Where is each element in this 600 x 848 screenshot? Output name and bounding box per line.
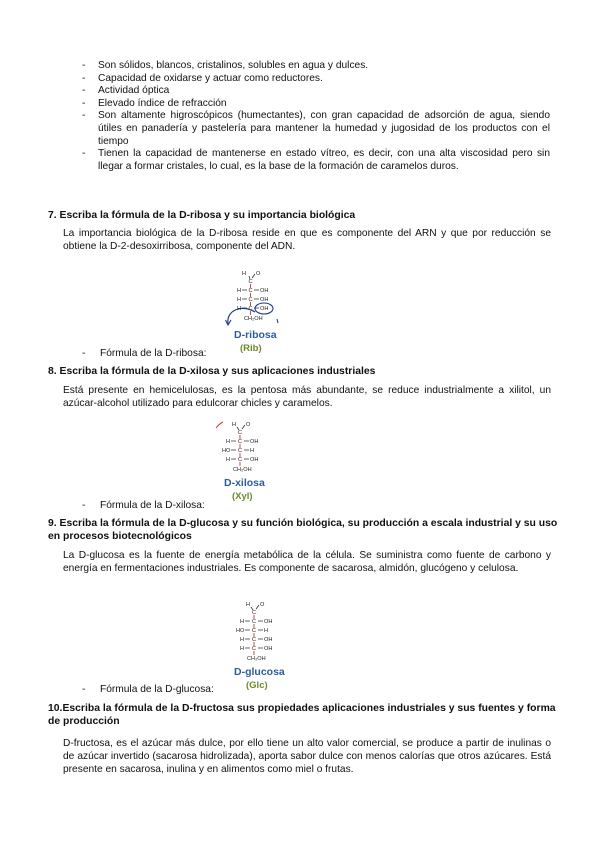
atom-o: O (260, 602, 265, 608)
atom-h: H (264, 628, 269, 634)
atom-h: H (242, 271, 247, 277)
atom-h: H (240, 646, 245, 652)
atom-h: H (226, 439, 231, 445)
ribose-structure-diagram (222, 268, 292, 356)
xylose-structure-diagram (214, 418, 284, 504)
atom-oh: OH (260, 306, 269, 312)
atom-h: H (240, 637, 245, 643)
red-mark (216, 422, 223, 428)
atom-oh: OH (260, 288, 269, 294)
bullet-dash: - (82, 148, 86, 160)
q7-title: 7. Escriba la fórmula de la D-ribosa y su importancia biológica (48, 210, 356, 221)
atom-oh: OH (264, 619, 273, 625)
list-item: - Tienen la capacidad de mantenerse en estado vítreo, es decir, con una alta viscosidad pero sin llegar a formar cristales, lo cual, es la base de la formación de caramelos duros. (82, 148, 550, 172)
atom-oh: OH (250, 439, 259, 445)
atom-c: C (248, 288, 253, 294)
atom-h: H (226, 457, 231, 463)
atom-o: O (256, 271, 261, 277)
atom-c: C (248, 279, 253, 285)
xylose-formula (214, 418, 284, 504)
formula-name: D-xilosa (224, 477, 265, 489)
bond (242, 425, 245, 429)
glucose-label: - Fórmula de la D-glucosa: (82, 684, 214, 695)
formula-abbreviation: (Xyl) (232, 491, 253, 502)
bullet-dash: - (82, 72, 86, 84)
stroke-mark (277, 319, 278, 323)
atom-h: H (237, 306, 242, 312)
atom-oh: OH (250, 457, 259, 463)
bond (252, 274, 255, 278)
atom-ho: HO (222, 448, 231, 454)
list-item: - Actividad óptica (82, 85, 170, 97)
q8-text: Está presente en hemicelulosas, es la pentosa más abundante, se reduce industrialmente a xilitol, un azúcar-alcohol utilizado para edulcorar chicles y caramelos. (63, 385, 551, 409)
bullet-dash: - (82, 85, 86, 97)
atom-c: C (238, 448, 243, 454)
list-item: - Son altamente higroscópicos (humectantes), con gran capacidad de adsorción de agua, siendo útiles en panadería y pastelería para mantener la humedad y jugosidad de los productos con el tiempo (82, 110, 550, 147)
q10-text: D-fructosa, es el azúcar más dulce, por ello tiene un alto valor comercial, se produce a partir de inulinas o de azúcar invertido (sacarosa hidrolizada), aporta sabor dulce con menos calorías que otros azúcares. Está presente en sacarosa, inulina y en alimentos como miel o frutas. (63, 738, 551, 775)
xylose-label: - Fórmula de la D-xilosa: (82, 500, 205, 511)
glucose-structure-diagram (228, 598, 298, 692)
atom-c: C (238, 439, 243, 445)
atom-c: C (248, 306, 253, 312)
q7-text: La importancia biológica de la D-ribosa reside en que es componente del ARN y que por reducción se obtiene la D-2-desoxirribosa, componente del ADN. (63, 228, 551, 252)
atom-h: H (246, 602, 251, 608)
bullet-dash: - (82, 60, 86, 71)
atom-c: C (248, 297, 253, 303)
atom-oh: OH (260, 297, 269, 303)
atom-h: H (237, 297, 242, 303)
q9-title: 9. Escriba la fórmula de la D-glucosa y su función biológica, su producción a escala industrial y su uso en procesos biotecnológicos (48, 518, 558, 542)
formula-abbreviation: (Rib) (240, 343, 262, 354)
list-item: - Elevado índice de refracción (82, 97, 227, 109)
q8-title: 8. Escriba la fórmula de la D-xilosa y sus aplicaciones industriales (48, 366, 376, 377)
atom-h: H (250, 448, 255, 454)
atom-h: H (237, 288, 242, 294)
atom-c: C (252, 610, 257, 616)
atom-c: C (252, 619, 257, 625)
atom-ho: HO (236, 628, 245, 634)
list-item: - Capacidad de oxidarse y actuar como reductores. (82, 72, 323, 84)
atom-ch2oh: CH₂OH (247, 656, 266, 662)
atom-oh: OH (264, 637, 273, 643)
atom-oh: OH (264, 646, 273, 652)
atom-c: C (252, 628, 257, 634)
atom-c: C (252, 646, 257, 652)
formula-abbreviation: (Glc) (246, 680, 268, 691)
list-item: - Son sólidos, blancos, cristalinos, solubles en agua y dulces. (82, 60, 369, 71)
bond (256, 605, 259, 609)
atom-h: H (240, 619, 245, 625)
atom-ch2oh: CH₂OH (233, 467, 252, 473)
ribose-label: - Fórmula de la D-ribosa: (82, 348, 207, 359)
bullet-dash: - (82, 110, 86, 122)
atom-o: O (246, 422, 251, 428)
atom-c: C (238, 457, 243, 463)
atom-ch2oh: CH₂OH (244, 316, 263, 322)
formula-name: D-ribosa (234, 329, 277, 341)
bullet-dash: - (82, 97, 86, 109)
atom-c: C (238, 430, 243, 436)
properties-list (82, 60, 550, 173)
q10-title: 10.Escriba la fórmula de la D-fructosa sus propiedades aplicaciones industriales y sus fuentes y forma de producción (48, 703, 556, 727)
ribose-formula (222, 268, 292, 356)
atom-h: H (232, 422, 237, 428)
atom-c: C (252, 637, 257, 643)
q9-text: La D-glucosa es la fuente de energía metabólica de la célula. Se suministra como fuente de carbono y energía en fermentaciones industriales. Es componente de sacarosa, almidón, glucógeno y celulosa. (63, 550, 551, 574)
formula-name: D-glucosa (234, 666, 285, 678)
glucose-formula (228, 598, 298, 692)
